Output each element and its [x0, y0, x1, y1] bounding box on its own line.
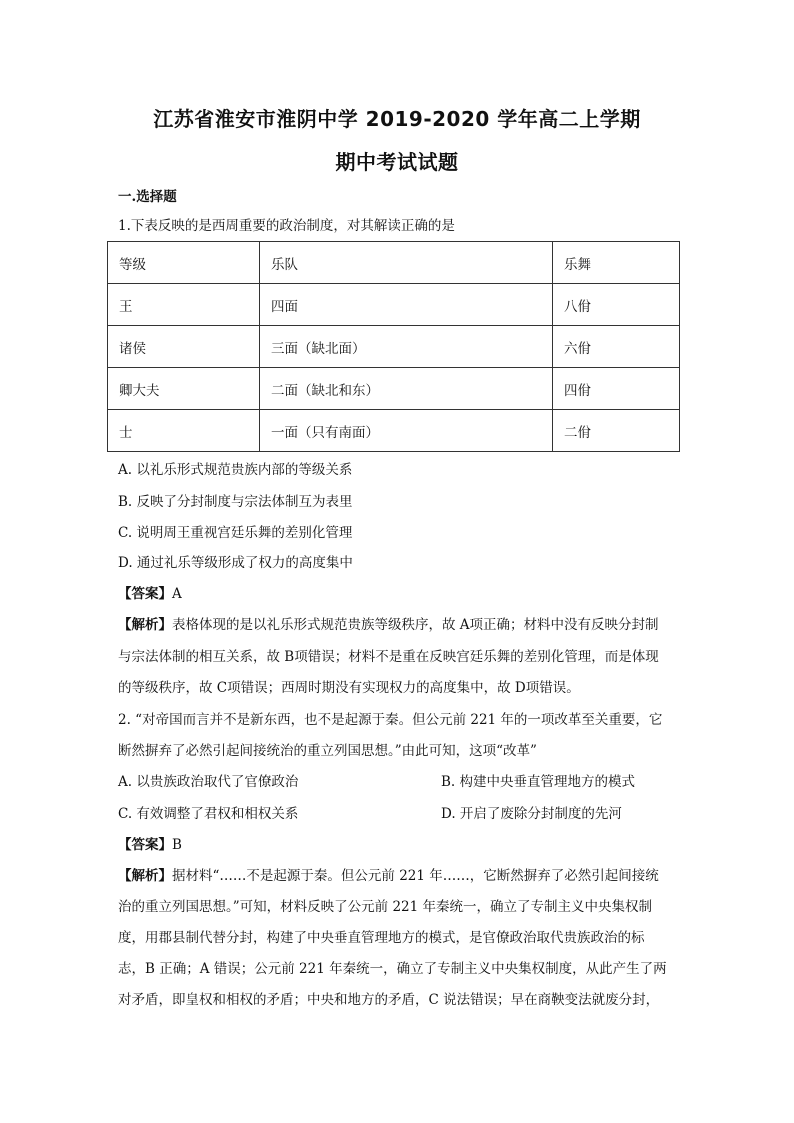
analysis-text: 表格体现的是以礼乐形式规范贵族等级秩序，故 A项正确；材料中没有反映分封制: [172, 617, 659, 633]
table-header-cell: 乐队: [260, 242, 553, 284]
q1-analysis-line: [118, 616, 659, 634]
table-cell: 六佾: [553, 326, 680, 368]
analysis-label: 【解析】: [118, 617, 172, 633]
table-cell: 一面（只有南面）: [260, 410, 553, 452]
answer-value: B: [172, 837, 182, 853]
table-cell: 四面: [260, 284, 553, 326]
q2-option-a: A. 以贵族政治取代了官僚政治: [118, 774, 299, 790]
q1-option-b: B. 反映了分封制度与宗法体制互为表里: [118, 494, 353, 510]
section-heading: 一.选择题: [118, 189, 177, 205]
q2-stem-line: 2. “对帝国而言并不是新东西，也不是起源于秦。但公元前 221 年的一项改革至关重要，它: [118, 712, 663, 728]
q1-stem: 1.下表反映的是西周重要的政治制度，对其解读正确的是: [118, 218, 455, 234]
analysis-text: 据材料“……不是起源于秦。但公元前 221 年……，它断然摒弃了必然引起间接统: [172, 868, 659, 884]
document-title-line1: 江苏省淮安市淮阴中学 2019-2020 学年高二上学期: [153, 107, 641, 131]
table-cell: 八佾: [553, 284, 680, 326]
table-header-row: [108, 242, 680, 284]
q2-analysis-line: 度，用郡县制代替分封，构建了中央垂直管理地方的模式，是官僚政治取代贵族政治的标: [118, 930, 645, 946]
q2-option-b: B. 构建中央垂直管理地方的模式: [441, 774, 636, 790]
table-header-cell: 乐舞: [553, 242, 680, 284]
answer-label: 【答案】: [118, 586, 172, 602]
table-header-cell: 等级: [108, 242, 260, 284]
table-cell: 士: [108, 410, 260, 452]
q2-stem-line: 断然摒弃了必然引起间接统治的重立列国思想。”由此可知，这项“改革”: [118, 743, 537, 759]
table-cell: 四佾: [553, 368, 680, 410]
document-title-line2: 期中考试试题: [335, 150, 459, 174]
table-cell: 王: [108, 284, 260, 326]
q2-analysis-line: 对矛盾，即皇权和相权的矛盾；中央和地方的矛盾，C 说法错误；早在商鞅变法就废分封，: [118, 992, 660, 1008]
table-cell: 三面（缺北面）: [260, 326, 553, 368]
q2-option-c: C. 有效调整了君权和相权关系: [118, 806, 299, 822]
q1-table: [107, 241, 680, 452]
table-row: [108, 326, 680, 368]
table-row: [108, 284, 680, 326]
table-row: [108, 368, 680, 410]
table-row: [108, 410, 680, 452]
q1-analysis-line: 与宗法体制的相互关系，故 B项错误；材料不是重在反映宫廷乐舞的差别化管理，而是体现: [118, 649, 659, 665]
table-cell: 二面（缺北和东）: [260, 368, 553, 410]
table-cell: 卿大夫: [108, 368, 260, 410]
analysis-label: 【解析】: [118, 868, 172, 884]
q2-analysis-line: [118, 867, 659, 885]
table-cell: 诸侯: [108, 326, 260, 368]
q2-analysis-line: 治的重立列国思想。”可知，材料反映了公元前 221 年秦统一，确立了专制主义中央集权制: [118, 899, 653, 915]
q1-option-c: C. 说明周王重视宫廷乐舞的差别化管理: [118, 525, 353, 541]
answer-value: A: [172, 586, 182, 602]
q1-option-d: D. 通过礼乐等级形成了权力的高度集中: [118, 555, 353, 571]
table-cell: 二佾: [553, 410, 680, 452]
q2-answer: [118, 836, 182, 854]
answer-label: 【答案】: [118, 837, 172, 853]
q2-analysis-line: 志，B 正确；A 错误；公元前 221 年秦统一，确立了专制主义中央集权制度，从此产生了两: [118, 961, 667, 977]
q2-option-d: D. 开启了废除分封制度的先河: [441, 806, 622, 822]
q1-analysis-line: 的等级秩序，故 C项错误；西周时期没有实现权力的高度集中，故 D项错误。: [118, 680, 580, 696]
q1-option-a: A. 以礼乐形式规范贵族内部的等级关系: [118, 462, 353, 478]
q1-answer: [118, 585, 182, 603]
